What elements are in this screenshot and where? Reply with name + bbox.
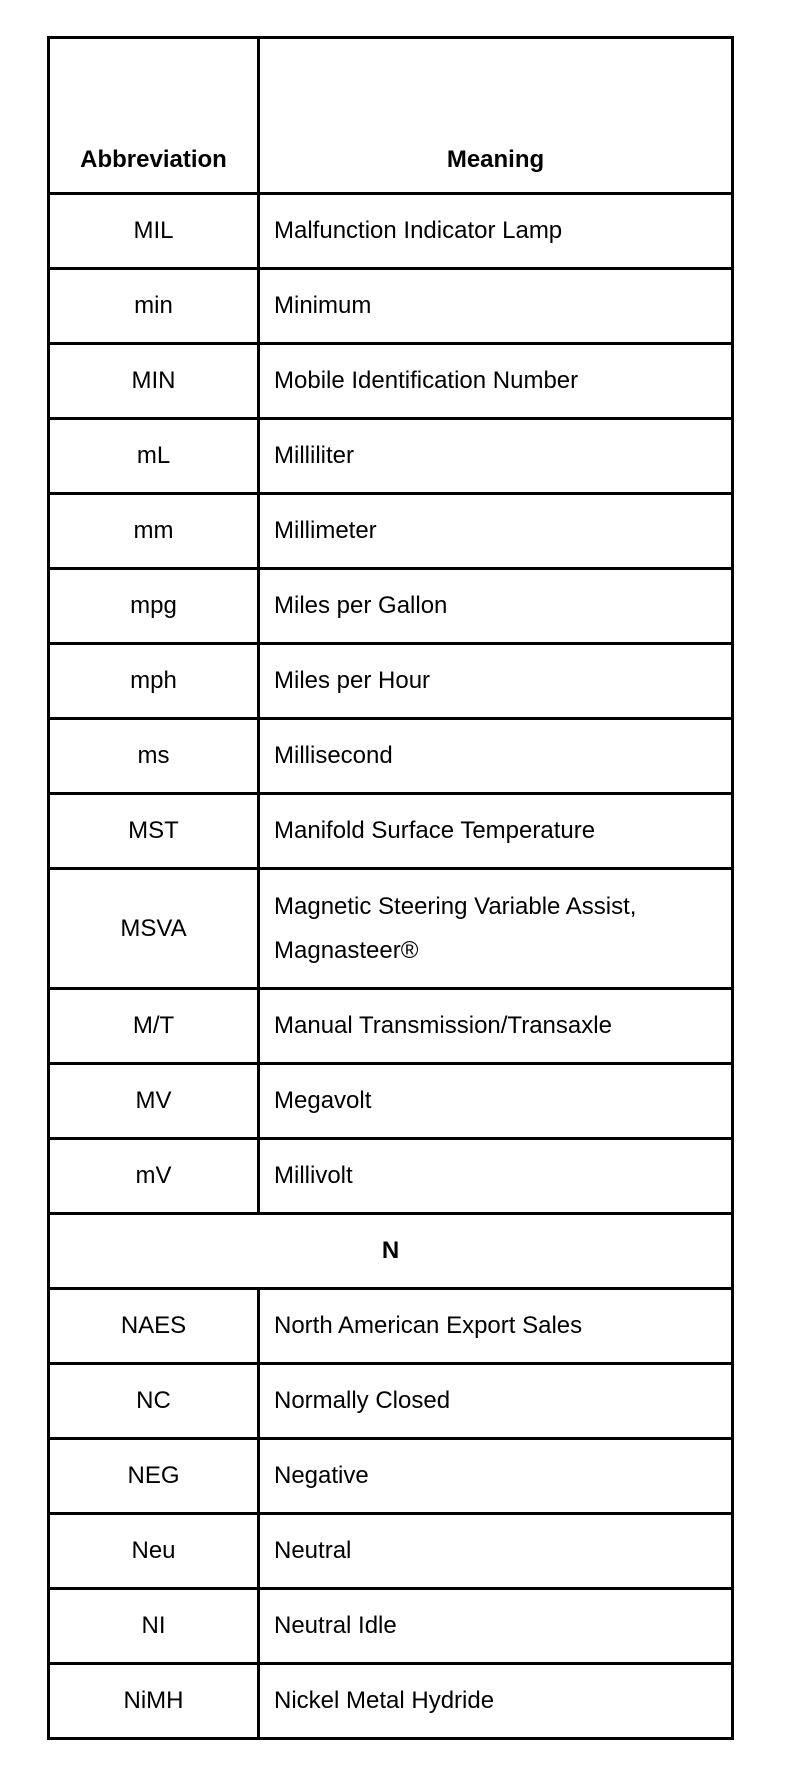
table-row	[49, 419, 733, 494]
meaning-cell: Miles per Hour	[259, 644, 733, 719]
meaning-cell: Neutral	[259, 1514, 733, 1589]
meaning-cell: Mobile Identification Number	[259, 344, 733, 419]
table-row	[49, 869, 733, 989]
abbreviation-cell: NAES	[49, 1289, 259, 1364]
meaning-cell: Nickel Metal Hydride	[259, 1664, 733, 1739]
meaning-cell: Neutral Idle	[259, 1589, 733, 1664]
header-row	[49, 38, 733, 194]
table-row	[49, 1364, 733, 1439]
abbreviation-cell: NC	[49, 1364, 259, 1439]
table-row	[49, 194, 733, 269]
abbreviation-cell: MST	[49, 794, 259, 869]
meaning-cell: Manifold Surface Temperature	[259, 794, 733, 869]
abbreviation-cell: mV	[49, 1139, 259, 1214]
meaning-cell: North American Export Sales	[259, 1289, 733, 1364]
meaning-cell: Normally Closed	[259, 1364, 733, 1439]
table-row	[49, 644, 733, 719]
abbreviation-cell: MV	[49, 1064, 259, 1139]
table-row	[49, 1439, 733, 1514]
abbreviation-cell: MSVA	[49, 869, 259, 989]
table-row	[49, 344, 733, 419]
table-row	[49, 989, 733, 1064]
header-meaning: Meaning	[259, 38, 733, 194]
abbreviation-cell: MIL	[49, 194, 259, 269]
abbreviations-table	[47, 36, 734, 1740]
meaning-cell: Miles per Gallon	[259, 569, 733, 644]
table-row	[49, 1514, 733, 1589]
table-row	[49, 794, 733, 869]
meaning-cell: Magnetic Steering Variable Assist, Magnasteer®	[259, 869, 733, 989]
meaning-cell: Milliliter	[259, 419, 733, 494]
section-row	[49, 1214, 733, 1289]
abbreviation-cell: mm	[49, 494, 259, 569]
table-row	[49, 1589, 733, 1664]
meaning-cell: Negative	[259, 1439, 733, 1514]
abbreviation-cell: Neu	[49, 1514, 259, 1589]
table-body	[49, 194, 733, 1739]
table-row	[49, 1064, 733, 1139]
abbreviation-cell: ms	[49, 719, 259, 794]
meaning-cell: Malfunction Indicator Lamp	[259, 194, 733, 269]
abbreviation-cell: NEG	[49, 1439, 259, 1514]
abbreviation-cell: MIN	[49, 344, 259, 419]
header-abbreviation: Abbreviation	[49, 38, 259, 194]
section-heading: N	[49, 1214, 733, 1289]
meaning-cell: Megavolt	[259, 1064, 733, 1139]
table-row	[49, 569, 733, 644]
meaning-cell: Millimeter	[259, 494, 733, 569]
table-row	[49, 719, 733, 794]
table-row	[49, 1664, 733, 1739]
abbreviation-cell: NiMH	[49, 1664, 259, 1739]
table-row	[49, 269, 733, 344]
abbreviation-cell: M/T	[49, 989, 259, 1064]
abbreviation-cell: mL	[49, 419, 259, 494]
meaning-cell: Minimum	[259, 269, 733, 344]
abbreviation-cell: min	[49, 269, 259, 344]
table-row	[49, 1139, 733, 1214]
abbreviation-cell: NI	[49, 1589, 259, 1664]
meaning-cell: Millisecond	[259, 719, 733, 794]
meaning-cell: Manual Transmission/Transaxle	[259, 989, 733, 1064]
table-row	[49, 1289, 733, 1364]
table-row	[49, 494, 733, 569]
meaning-cell: Millivolt	[259, 1139, 733, 1214]
abbreviation-cell: mph	[49, 644, 259, 719]
abbreviation-cell: mpg	[49, 569, 259, 644]
